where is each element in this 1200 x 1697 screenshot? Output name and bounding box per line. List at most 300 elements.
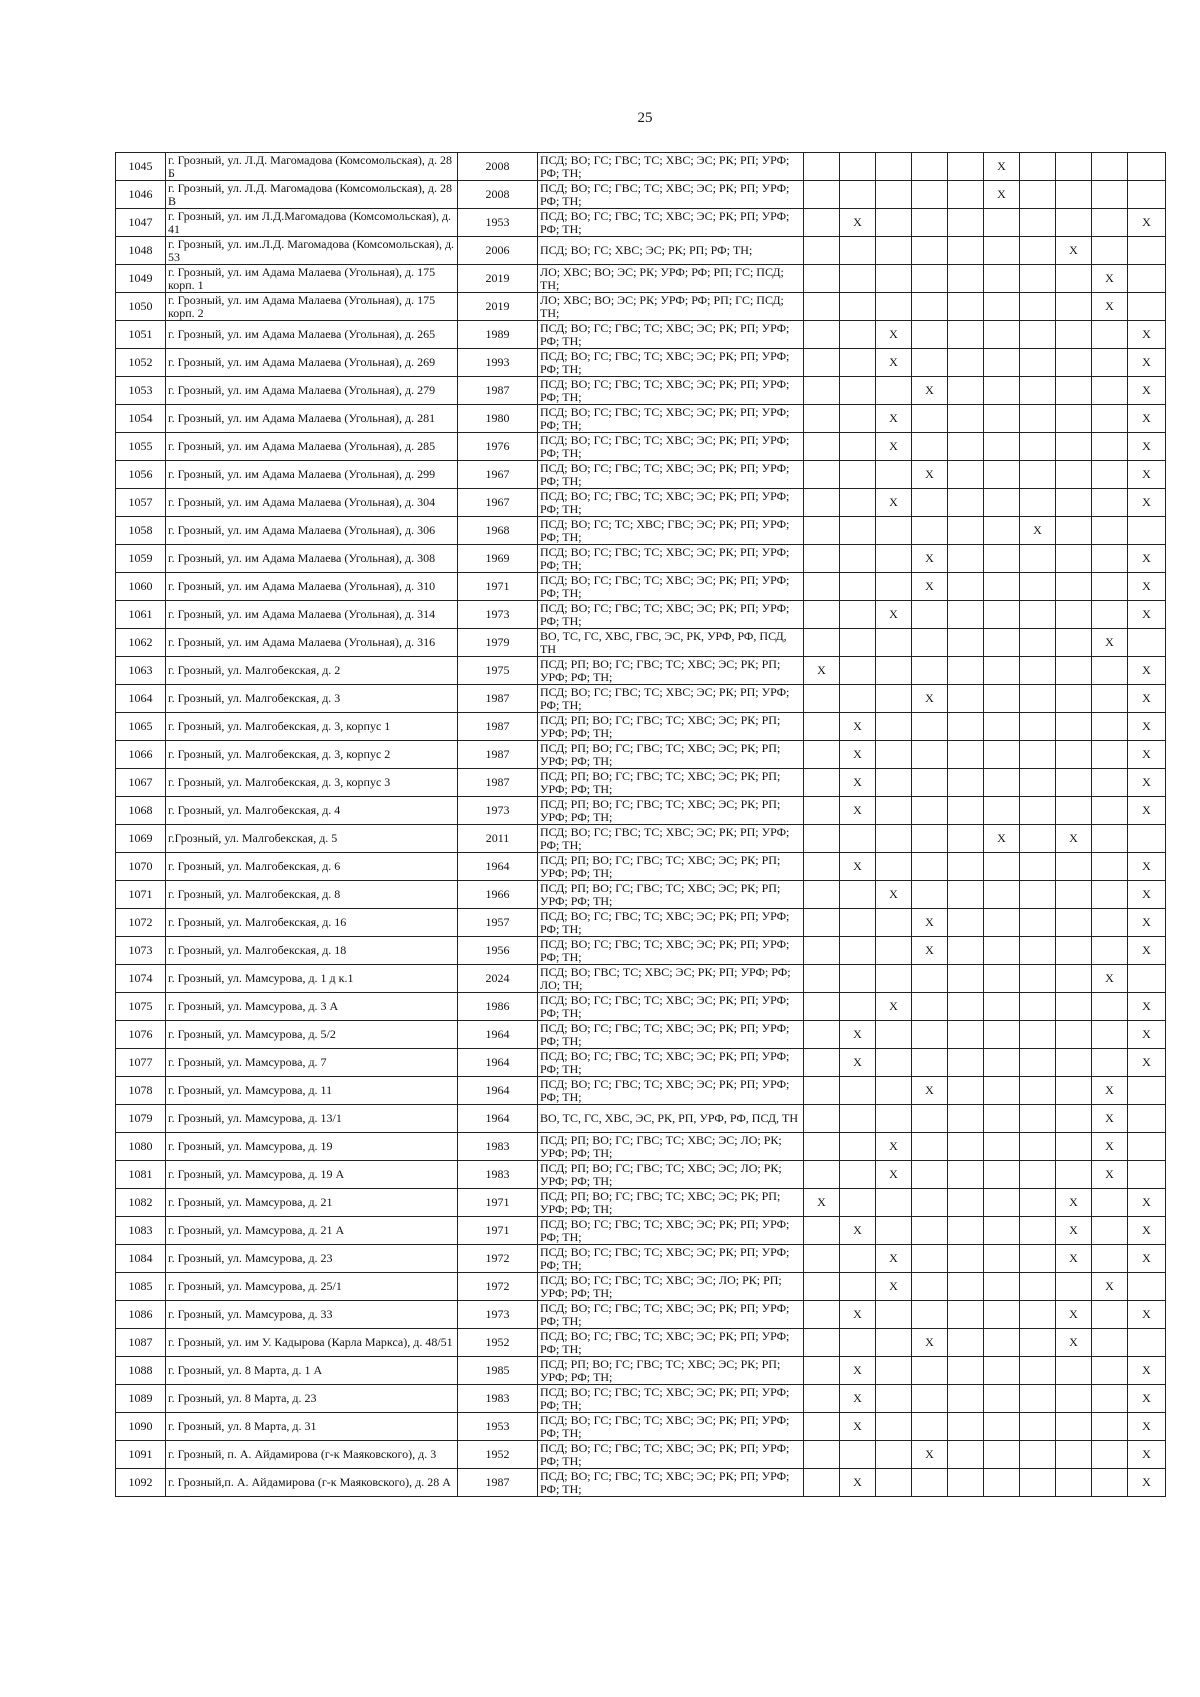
mark-cell xyxy=(948,1329,984,1357)
mark-cell xyxy=(804,1413,840,1441)
row-number-cell xyxy=(116,797,166,825)
address-cell xyxy=(166,937,458,965)
mark-cell xyxy=(1056,153,1092,181)
mark-cell xyxy=(876,1049,912,1077)
mark-cell xyxy=(948,209,984,237)
x-mark: X xyxy=(889,495,898,509)
mark-cell xyxy=(876,1385,912,1413)
works-list-cell-text: ПСД; ВО; ГС; ГВС; ТС; ХВС; ЭС; РК; РП; УРФ; РФ; ТН; xyxy=(540,1413,790,1440)
mark-cell xyxy=(948,545,984,573)
mark-cell xyxy=(1092,1413,1128,1441)
year-cell xyxy=(458,965,538,993)
mark-cell xyxy=(984,825,1020,853)
mark-cell xyxy=(876,377,912,405)
x-mark: X xyxy=(1142,1475,1151,1489)
year-cell-text: 2008 xyxy=(485,160,510,173)
table-row xyxy=(116,937,1166,965)
mark-cell xyxy=(1056,1469,1092,1497)
row-number-cell xyxy=(116,377,166,405)
table-row xyxy=(116,349,1166,377)
address-cell-text: г. Грозный, ул. им Адама Малаева (Угольная), д. 310 xyxy=(168,580,436,593)
row-number-cell-text: 1051 xyxy=(128,328,153,341)
mark-cell xyxy=(948,1189,984,1217)
address-cell-text: г. Грозный, п. А. Айдамирова (г-к Маяковского), д. 3 xyxy=(168,1448,437,1461)
mark-cell xyxy=(1056,181,1092,209)
address-cell-text: г. Грозный, ул. им Адама Малаева (Угольная), д. 281 xyxy=(168,412,436,425)
mark-cell xyxy=(876,293,912,321)
x-mark: X xyxy=(853,747,862,761)
works-list-cell-text: ПСД; ВО; ГВС; ТС; ХВС; ЭС; РК; РП; УРФ; РФ; ЛО; ТН; xyxy=(540,965,791,992)
mark-cell xyxy=(1092,993,1128,1021)
mark-cell xyxy=(1128,293,1166,321)
mark-cell xyxy=(876,1441,912,1469)
mark-cell xyxy=(948,685,984,713)
table-row xyxy=(116,1357,1166,1385)
mark-cell xyxy=(984,937,1020,965)
mark-cell xyxy=(1092,629,1128,657)
address-cell-text: г. Грозный, ул. им.Л.Д. Магомадова (Комсомольская), д. 53 xyxy=(168,237,455,264)
year-cell-text: 1964 xyxy=(485,1056,510,1069)
mark-cell xyxy=(912,1021,948,1049)
mark-cell xyxy=(804,601,840,629)
table-row xyxy=(116,489,1166,517)
table-row xyxy=(116,573,1166,601)
mark-cell xyxy=(1092,321,1128,349)
mark-cell xyxy=(840,1301,876,1329)
mark-cell xyxy=(804,685,840,713)
table-row xyxy=(116,153,1166,181)
mark-cell xyxy=(1056,965,1092,993)
row-number-cell-text: 1092 xyxy=(128,1476,153,1489)
table-row xyxy=(116,1049,1166,1077)
mark-cell xyxy=(876,321,912,349)
works-list-cell-text: ПСД; РП; ВО; ГС; ГВС; ТС; ХВС; ЭС; РК; РП; УРФ; РФ; ТН; xyxy=(540,797,781,824)
row-number-cell xyxy=(116,1413,166,1441)
row-number-cell-text: 1069 xyxy=(128,832,153,845)
mark-cell xyxy=(912,1105,948,1133)
mark-cell xyxy=(948,853,984,881)
mark-cell xyxy=(1092,1357,1128,1385)
mark-cell xyxy=(984,1357,1020,1385)
mark-cell xyxy=(840,685,876,713)
works-list-cell xyxy=(538,741,804,769)
address-cell xyxy=(166,1217,458,1245)
mark-cell xyxy=(912,405,948,433)
row-number-cell xyxy=(116,629,166,657)
mark-cell xyxy=(948,713,984,741)
x-mark: X xyxy=(1142,579,1151,593)
mark-cell xyxy=(804,321,840,349)
works-list-cell xyxy=(538,769,804,797)
works-list-cell xyxy=(538,1329,804,1357)
mark-cell xyxy=(1020,1245,1056,1273)
works-list-cell-text: ПСД; ВО; ГС; ГВС; ТС; ХВС; ЭС; РК; РП; УРФ; РФ; ТН; xyxy=(540,601,790,628)
mark-cell xyxy=(984,881,1020,909)
works-list-cell xyxy=(538,1133,804,1161)
mark-cell xyxy=(1092,433,1128,461)
address-cell xyxy=(166,657,458,685)
mark-cell xyxy=(948,993,984,1021)
x-mark: X xyxy=(889,327,898,341)
mark-cell xyxy=(912,573,948,601)
mark-cell xyxy=(948,769,984,797)
mark-cell xyxy=(1056,265,1092,293)
mark-cell xyxy=(1128,1161,1166,1189)
x-mark: X xyxy=(889,355,898,369)
row-number-cell-text: 1088 xyxy=(128,1364,153,1377)
x-mark: X xyxy=(1069,243,1078,257)
x-mark: X xyxy=(925,1083,934,1097)
mark-cell xyxy=(804,1385,840,1413)
table-row xyxy=(116,1245,1166,1273)
mark-cell xyxy=(1128,321,1166,349)
row-number-cell xyxy=(116,769,166,797)
x-mark: X xyxy=(1142,1223,1151,1237)
x-mark: X xyxy=(1142,1447,1151,1461)
mark-cell xyxy=(948,937,984,965)
works-list-cell-text: ПСД; ВО; ГС; ГВС; ТС; ХВС; ЭС; РК; РП; УРФ; РФ; ТН; xyxy=(540,181,790,208)
row-number-cell xyxy=(116,937,166,965)
table-row xyxy=(116,713,1166,741)
works-list-cell xyxy=(538,209,804,237)
mark-cell xyxy=(804,349,840,377)
mark-cell xyxy=(876,1021,912,1049)
mark-cell xyxy=(804,209,840,237)
row-number-cell-text: 1050 xyxy=(128,300,153,313)
address-cell xyxy=(166,1049,458,1077)
mark-cell xyxy=(984,237,1020,265)
mark-cell xyxy=(912,377,948,405)
address-cell-text: г. Грозный, ул. Мамсурова, д. 33 xyxy=(168,1308,333,1321)
row-number-cell-text: 1066 xyxy=(128,748,153,761)
works-list-cell xyxy=(538,433,804,461)
address-cell xyxy=(166,769,458,797)
year-cell-text: 1972 xyxy=(485,1252,510,1265)
x-mark: X xyxy=(817,1195,826,1209)
mark-cell xyxy=(1056,1273,1092,1301)
mark-cell xyxy=(1056,601,1092,629)
mark-cell xyxy=(948,825,984,853)
mark-cell xyxy=(1020,1329,1056,1357)
mark-cell xyxy=(1092,293,1128,321)
table-row xyxy=(116,1105,1166,1133)
row-number-cell-text: 1070 xyxy=(128,860,153,873)
mark-cell xyxy=(804,1273,840,1301)
mark-cell xyxy=(984,1385,1020,1413)
mark-cell xyxy=(1128,937,1166,965)
mark-cell xyxy=(1020,741,1056,769)
mark-cell xyxy=(1020,517,1056,545)
address-cell xyxy=(166,629,458,657)
row-number-cell xyxy=(116,1245,166,1273)
table-row xyxy=(116,769,1166,797)
mark-cell xyxy=(1128,1133,1166,1161)
row-number-cell-text: 1077 xyxy=(128,1056,153,1069)
mark-cell xyxy=(804,1189,840,1217)
works-list-cell xyxy=(538,1245,804,1273)
mark-cell xyxy=(912,1217,948,1245)
mark-cell xyxy=(1020,573,1056,601)
year-cell xyxy=(458,909,538,937)
mark-cell xyxy=(840,209,876,237)
mark-cell xyxy=(912,965,948,993)
mark-cell xyxy=(1128,489,1166,517)
year-cell xyxy=(458,1245,538,1273)
mark-cell xyxy=(912,1301,948,1329)
year-cell-text: 1983 xyxy=(485,1140,510,1153)
works-list-cell-text: ПСД; ВО; ГС; ГВС; ТС; ХВС; ЭС; РК; РП; УРФ; РФ; ТН; xyxy=(540,461,790,488)
mark-cell xyxy=(1092,769,1128,797)
works-list-cell xyxy=(538,629,804,657)
year-cell xyxy=(458,349,538,377)
address-cell xyxy=(166,853,458,881)
year-cell xyxy=(458,881,538,909)
table-row xyxy=(116,1273,1166,1301)
mark-cell xyxy=(1092,657,1128,685)
year-cell-text: 1987 xyxy=(485,1476,510,1489)
works-list-cell-text: ПСД; ВО; ГС; ГВС; ТС; ХВС; ЭС; РК; РП; УРФ; РФ; ТН; xyxy=(540,545,790,572)
works-list-cell xyxy=(538,909,804,937)
address-cell-text: г. Грозный, ул. им Адама Малаева (Угольная), д. 306 xyxy=(168,524,436,537)
row-number-cell xyxy=(116,181,166,209)
year-cell-text: 1968 xyxy=(485,524,510,537)
mark-cell xyxy=(840,1049,876,1077)
works-list-cell-text: ПСД; РП; ВО; ГС; ГВС; ТС; ХВС; ЭС; РК; РП; УРФ; РФ; ТН; xyxy=(540,741,781,768)
mark-cell xyxy=(804,741,840,769)
year-cell-text: 1985 xyxy=(485,1364,510,1377)
mark-cell xyxy=(912,601,948,629)
mark-cell xyxy=(912,433,948,461)
mark-cell xyxy=(912,1329,948,1357)
mark-cell xyxy=(1092,881,1128,909)
works-list-cell xyxy=(538,685,804,713)
mark-cell xyxy=(912,321,948,349)
table-row xyxy=(116,237,1166,265)
row-number-cell-text: 1075 xyxy=(128,1000,153,1013)
works-list-cell-text: ПСД; РП; ВО; ГС; ГВС; ТС; ХВС; ЭС; РК; РП; УРФ; РФ; ТН; xyxy=(540,881,781,908)
year-cell-text: 1973 xyxy=(485,1308,510,1321)
mark-cell xyxy=(840,265,876,293)
mark-cell xyxy=(984,209,1020,237)
mark-cell xyxy=(1020,937,1056,965)
x-mark: X xyxy=(1142,1307,1151,1321)
mark-cell xyxy=(1128,1413,1166,1441)
mark-cell xyxy=(948,797,984,825)
mark-cell xyxy=(876,937,912,965)
row-number-cell xyxy=(116,1105,166,1133)
year-cell xyxy=(458,433,538,461)
year-cell xyxy=(458,265,538,293)
works-list-cell xyxy=(538,321,804,349)
mark-cell xyxy=(1128,181,1166,209)
mark-cell xyxy=(1128,993,1166,1021)
address-cell-text: г. Грозный, ул. 8 Марта, д. 31 xyxy=(168,1420,317,1433)
mark-cell xyxy=(876,853,912,881)
year-cell xyxy=(458,1021,538,1049)
works-list-cell xyxy=(538,265,804,293)
year-cell xyxy=(458,797,538,825)
address-cell-text: г.Грозный, ул. Малгобекская, д. 5 xyxy=(168,832,338,845)
row-number-cell-text: 1083 xyxy=(128,1224,153,1237)
table-row xyxy=(116,405,1166,433)
table-row xyxy=(116,1021,1166,1049)
mark-cell xyxy=(840,573,876,601)
table-row xyxy=(116,909,1166,937)
year-cell xyxy=(458,293,538,321)
mark-cell xyxy=(1092,1161,1128,1189)
row-number-cell-text: 1067 xyxy=(128,776,153,789)
mark-cell xyxy=(1056,1413,1092,1441)
mark-cell xyxy=(1020,601,1056,629)
year-cell-text: 1975 xyxy=(485,664,510,677)
mark-cell xyxy=(804,797,840,825)
works-list-cell xyxy=(538,573,804,601)
address-cell-text: г. Грозный, ул. Малгобекская, д. 16 xyxy=(168,916,347,929)
mark-cell xyxy=(804,909,840,937)
works-list-cell-text: ПСД; ВО; ГС; ГВС; ТС; ХВС; ЭС; РК; РП; УРФ; РФ; ТН; xyxy=(540,405,790,432)
mark-cell xyxy=(912,153,948,181)
mark-cell xyxy=(840,629,876,657)
row-number-cell-text: 1056 xyxy=(128,468,153,481)
mark-cell xyxy=(876,601,912,629)
works-list-cell-text: ПСД; ВО; ГС; ГВС; ТС; ХВС; ЭС; РК; РП; УРФ; РФ; ТН; xyxy=(540,1329,790,1356)
x-mark: X xyxy=(817,663,826,677)
x-mark: X xyxy=(925,915,934,929)
mark-cell xyxy=(1056,405,1092,433)
mark-cell xyxy=(1020,1413,1056,1441)
mark-cell xyxy=(984,741,1020,769)
mark-cell xyxy=(984,153,1020,181)
mark-cell xyxy=(1092,209,1128,237)
mark-cell xyxy=(876,209,912,237)
mark-cell xyxy=(1020,349,1056,377)
x-mark: X xyxy=(1142,1363,1151,1377)
mark-cell xyxy=(984,293,1020,321)
mark-cell xyxy=(876,181,912,209)
row-number-cell xyxy=(116,349,166,377)
mark-cell xyxy=(984,489,1020,517)
mark-cell xyxy=(1020,629,1056,657)
mark-cell xyxy=(876,461,912,489)
mark-cell xyxy=(1056,1329,1092,1357)
mark-cell xyxy=(1020,1161,1056,1189)
year-cell xyxy=(458,405,538,433)
x-mark: X xyxy=(889,1139,898,1153)
mark-cell xyxy=(984,349,1020,377)
mark-cell xyxy=(804,937,840,965)
mark-cell xyxy=(948,965,984,993)
works-list-cell-text: ПСД; ВО; ГС; ГВС; ТС; ХВС; ЭС; РК; РП; УРФ; РФ; ТН; xyxy=(540,1441,790,1468)
works-list-cell xyxy=(538,1049,804,1077)
works-list-cell xyxy=(538,1021,804,1049)
works-list-cell xyxy=(538,601,804,629)
x-mark: X xyxy=(889,1251,898,1265)
mark-cell xyxy=(948,1469,984,1497)
x-mark: X xyxy=(1105,1111,1114,1125)
mark-cell xyxy=(1128,1441,1166,1469)
row-number-cell xyxy=(116,685,166,713)
address-cell-text: г. Грозный, ул. Малгобекская, д. 3, корпус 1 xyxy=(168,720,391,733)
works-list-cell xyxy=(538,1077,804,1105)
address-cell-text: г. Грозный, ул. Мамсурова, д. 19 xyxy=(168,1140,333,1153)
address-cell xyxy=(166,181,458,209)
mark-cell xyxy=(1020,1133,1056,1161)
works-list-cell xyxy=(538,489,804,517)
mark-cell xyxy=(804,965,840,993)
works-list-cell xyxy=(538,1217,804,1245)
row-number-cell xyxy=(116,461,166,489)
year-cell-text: 1979 xyxy=(485,636,510,649)
year-cell-text: 1983 xyxy=(485,1168,510,1181)
mark-cell xyxy=(984,1189,1020,1217)
mark-cell xyxy=(876,825,912,853)
row-number-cell xyxy=(116,713,166,741)
works-list-cell-text: ПСД; ВО; ГС; ГВС; ТС; ХВС; ЭС; РК; РП; УРФ; РФ; ТН; xyxy=(540,153,790,180)
row-number-cell xyxy=(116,1161,166,1189)
mark-cell xyxy=(840,433,876,461)
table-row xyxy=(116,209,1166,237)
works-list-cell xyxy=(538,237,804,265)
mark-cell xyxy=(840,377,876,405)
address-cell xyxy=(166,713,458,741)
mark-cell xyxy=(984,1217,1020,1245)
works-list-cell xyxy=(538,1441,804,1469)
year-cell xyxy=(458,685,538,713)
x-mark: X xyxy=(1142,999,1151,1013)
year-cell-text: 1980 xyxy=(485,412,510,425)
mark-cell xyxy=(1056,881,1092,909)
year-cell-text: 1993 xyxy=(485,356,510,369)
mark-cell xyxy=(804,265,840,293)
row-number-cell xyxy=(116,1189,166,1217)
mark-cell xyxy=(1020,1301,1056,1329)
x-mark: X xyxy=(925,943,934,957)
x-mark: X xyxy=(889,439,898,453)
mark-cell xyxy=(1056,713,1092,741)
mark-cell xyxy=(912,937,948,965)
table-row xyxy=(116,1189,1166,1217)
mark-cell xyxy=(948,657,984,685)
mark-cell xyxy=(1128,349,1166,377)
mark-cell xyxy=(1128,769,1166,797)
works-list-cell-text: ПСД; ВО; ГС; ГВС; ТС; ХВС; ЭС; РК; РП; УРФ; РФ; ТН; xyxy=(540,349,790,376)
table-row xyxy=(116,1385,1166,1413)
year-cell xyxy=(458,1469,538,1497)
mark-cell xyxy=(876,769,912,797)
mark-cell xyxy=(948,293,984,321)
works-list-cell xyxy=(538,1469,804,1497)
mark-cell xyxy=(984,461,1020,489)
mark-cell xyxy=(1020,237,1056,265)
mark-cell xyxy=(984,573,1020,601)
row-number-cell-text: 1045 xyxy=(128,160,153,173)
row-number-cell-text: 1078 xyxy=(128,1084,153,1097)
address-cell xyxy=(166,209,458,237)
mark-cell xyxy=(984,433,1020,461)
works-list-cell-text: ПСД; ВО; ГС; ГВС; ТС; ХВС; ЭС; РК; РП; УРФ; РФ; ТН; xyxy=(540,1077,790,1104)
x-mark: X xyxy=(853,859,862,873)
row-number-cell xyxy=(116,825,166,853)
x-mark: X xyxy=(1105,1167,1114,1181)
row-number-cell xyxy=(116,321,166,349)
works-list-cell-text: ПСД; ВО; ГС; ГВС; ТС; ХВС; ЭС; РК; РП; УРФ; РФ; ТН; xyxy=(540,377,790,404)
x-mark: X xyxy=(889,999,898,1013)
year-cell-text: 1953 xyxy=(485,216,510,229)
table-row xyxy=(116,1441,1166,1469)
mark-cell xyxy=(876,1105,912,1133)
works-list-cell-text: ПСД; РП; ВО; ГС; ГВС; ТС; ХВС; ЭС; РК; РП; УРФ; РФ; ТН; xyxy=(540,1189,781,1216)
year-cell-text: 1964 xyxy=(485,1112,510,1125)
